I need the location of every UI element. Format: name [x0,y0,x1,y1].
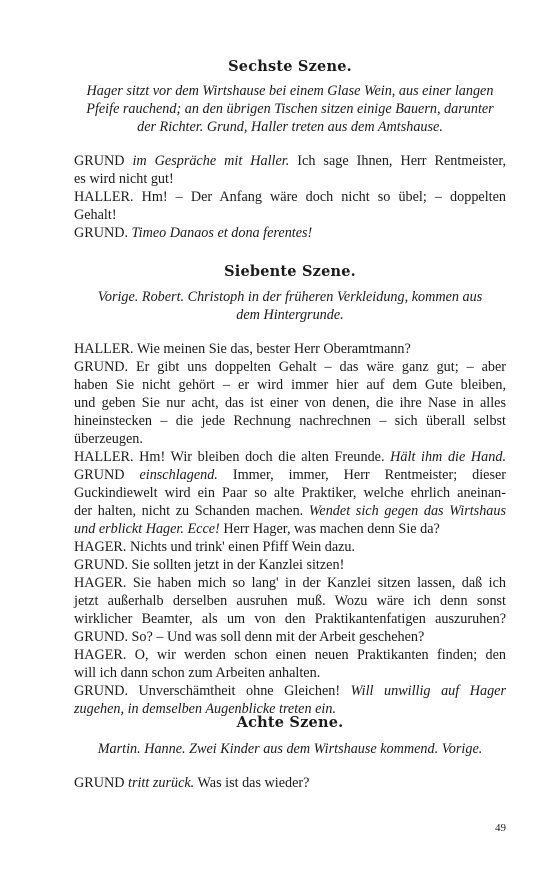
speaker-name: HALLER. [74,449,134,465]
dialogue-text: Was ist das wieder? [197,775,310,791]
dialogue-line [74,188,506,206]
dialogue-line [74,466,506,484]
dialogue-text: Nichts und trink' einen Pfiff Wein dazu. [129,539,356,555]
speaker-name: GRUND [74,467,125,483]
speaker-name: HAGER. [74,539,127,555]
dialogue-line [74,340,506,358]
inline-stage-direction: im Gespräche mit Haller. [132,153,290,169]
inline-stage-direction: Will unwillig auf Hager [350,683,506,699]
stage-direction-line: Pfeife rauchend; an den übrigen Tischen sitzen einige Bauern, darunter [86,101,494,117]
dialogue-text: Sie haben mich so lang' in der Kanzlei sitzen lassen, daß ich [132,575,506,591]
dialogue-text: der halten, nicht zu Schanden machen. [74,503,304,519]
dialogue-line: zugehen, in demselben Augenblicke treten ein. [74,701,336,717]
inline-stage-direction: Wendet sich gegen das Wirtshaus [308,503,507,519]
dialogue-line: überzeugen. [74,431,143,447]
dialogue-line [74,682,506,700]
speaker-name: HAGER. [74,575,127,591]
speaker-name: HAGER. [74,647,127,663]
dialogue-text: Er gibt uns doppelten Gehalt – das wäre ganz gut; – aber [135,359,506,375]
dialogue-text: Herr Hager, was machen denn Sie da? [223,521,440,537]
dialogue-text: Sie sollten jetzt in der Kanzlei sitzen! [131,557,345,573]
speaker-name: GRUND [74,775,125,791]
dialogue-line: jetzt außerhalb derselben ausruhen muß. Wozu wäre ich denn sonst [74,593,506,609]
speaker-name: GRUND. [74,359,128,375]
speaker-name: GRUND. [74,683,128,699]
speaker-name: GRUND. [74,629,128,645]
dialogue-text: Immer, immer, Herr Rentmeister; dieser [232,467,507,483]
speaker-name: HALLER. [74,189,134,205]
dialogue-line: will ich dann schon zum Arbeiten anhalten. [74,665,321,681]
scene-heading-8: Achte Szene. [236,714,344,731]
scene-heading-7: Siebente Szene. [224,263,356,280]
stage-direction-line: Hager sitzt vor dem Wirtshause bei einem Glase Wein, aus einer langen [86,83,494,99]
dialogue-text: Wie meinen Sie das, bester Herr Oberamtmann? [136,341,411,357]
dialogue-line: haben Sie nicht gehört – er wird immer hier auf dem Gute bleiben, [74,377,506,393]
dialogue-line [74,574,506,592]
dialogue-line: und geben Sie nur acht, das ist einer von denen, die ihre Nase in alles [74,395,506,411]
inline-stage-direction: tritt zurück. [128,775,195,791]
dialogue-line [74,646,506,664]
stage-direction-line: dem Hintergrunde. [236,307,344,323]
speaker-name: GRUND [74,153,125,169]
dialogue-line [74,538,506,556]
stage-direction-line: der Richter. Grund, Haller treten aus dem Amtshause. [137,119,443,135]
speaker-name: HALLER. [74,341,134,357]
inline-stage-direction: und erblickt Hager. Ecce! [74,521,220,537]
dialogue-line [74,152,506,170]
dialogue-line [74,224,506,242]
dialogue-line [74,774,506,792]
dialogue-line [74,628,506,646]
dialogue-text: O, wir werden schon einen neuen Praktikanten finden; den [134,647,506,663]
dialogue-line [74,448,506,466]
dialogue-line [74,556,506,574]
dialogue-text: Hm! – Der Anfang wäre doch nicht so übel; – doppelten [141,189,506,205]
dialogue-line: wirklicher Beamter, als um von den Praktikantenfatigen auszuruhen? [74,611,506,627]
inline-stage-direction: Timeo Danaos et dona ferentes! [131,225,313,241]
inline-stage-direction: einschlagend. [139,467,218,483]
dialogue-line: hineinstecken – die jede Rechnung nachrechnen – sich überall selbst [74,413,506,429]
scene-heading-6: Sechste Szene. [228,58,352,75]
stage-direction-line: Martin. Hanne. Zwei Kinder aus dem Wirtshause kommend. Vorige. [97,741,483,757]
dialogue-text: Unverschämtheit ohne Gleichen! [138,683,341,699]
dialogue-line: es wird nicht gut! [74,171,174,187]
dialogue-text: Hm! Wir bleiben doch die alten Freunde. [139,449,385,465]
dialogue-line [74,358,506,376]
dialogue-text: Ich sage Ihnen, Herr Rentmeister, [297,153,507,169]
inline-stage-direction: Hält ihm die Hand. [390,449,506,465]
dialogue-text: So? – Und was soll denn mit der Arbeit geschehen? [131,629,425,645]
page-number: 49 [495,822,506,834]
dialogue-line: Guckindiewelt wird ein Paar so alte Praktiker, welche ehrlich aneinan- [74,485,506,501]
dialogue-line [74,502,506,520]
stage-direction-line: Vorige. Robert. Christoph in der früheren Verkleidung, kommen aus [97,289,483,305]
dialogue-line [74,520,506,538]
speaker-name: GRUND. [74,225,128,241]
dialogue-line: Gehalt! [74,207,117,223]
speaker-name: GRUND. [74,557,128,573]
